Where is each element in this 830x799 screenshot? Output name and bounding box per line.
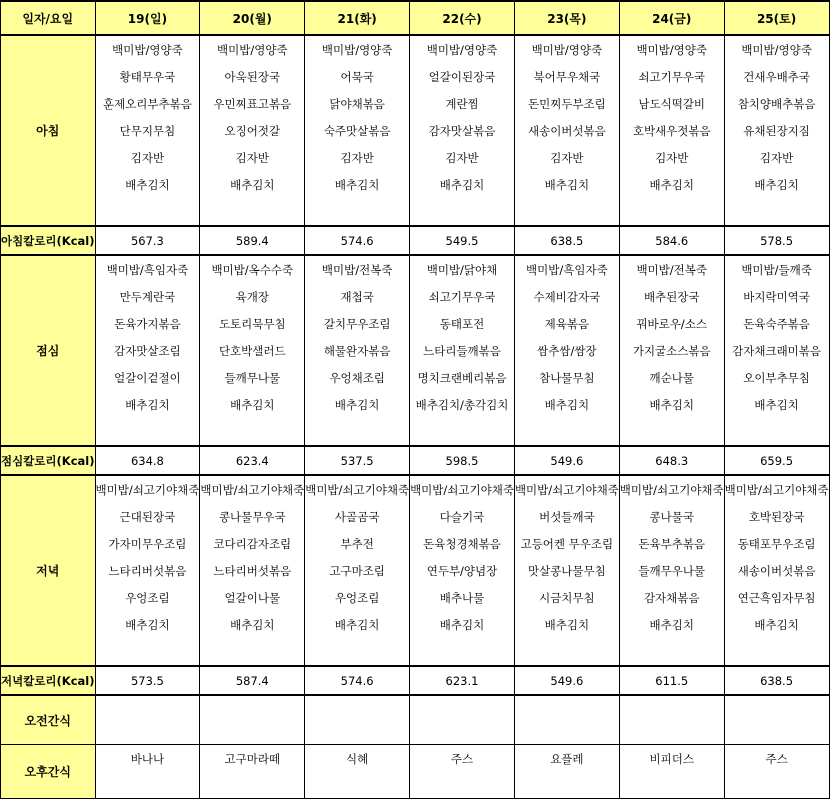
menu-item: 어묵국 bbox=[305, 63, 410, 90]
menu-item: 배추김치 bbox=[724, 171, 829, 198]
menu-item: 수제비감자국 bbox=[514, 283, 619, 310]
dinner-calorie-label: 저녁칼로리(Kcal) bbox=[1, 666, 96, 695]
menu-item: 배추김치 bbox=[95, 611, 200, 638]
menu-item bbox=[305, 418, 410, 446]
menu-item: 배추김치 bbox=[95, 171, 200, 198]
day-header: 25(토) bbox=[724, 1, 829, 35]
empty-cell bbox=[410, 772, 515, 799]
menu-item: 오이부추무침 bbox=[724, 364, 829, 391]
day-header: 22(수) bbox=[410, 1, 515, 35]
menu-item: 백미밥/영양죽 bbox=[305, 35, 410, 63]
menu-item: 돈육숙주볶음 bbox=[724, 310, 829, 337]
menu-item: 동태포전 bbox=[410, 310, 515, 337]
menu-item: 호박된장국 bbox=[724, 503, 829, 530]
menu-item: 백미밥/전복죽 bbox=[305, 255, 410, 283]
day-header: 19(일) bbox=[95, 1, 200, 35]
lunch-label: 점심 bbox=[1, 255, 96, 446]
calorie-value: 659.5 bbox=[724, 446, 829, 475]
lunch-row bbox=[1, 418, 830, 446]
menu-item: 들깨무나물 bbox=[200, 364, 305, 391]
menu-item: 감자맛살조림 bbox=[95, 337, 200, 364]
menu-item bbox=[305, 198, 410, 226]
menu-item: 배추김치 bbox=[410, 171, 515, 198]
breakfast-row bbox=[1, 144, 830, 171]
menu-item: 배추김치 bbox=[619, 611, 724, 638]
menu-item: 김자반 bbox=[200, 144, 305, 171]
snack-item: 주스 bbox=[410, 745, 515, 773]
menu-item: 배추김치 bbox=[305, 391, 410, 418]
menu-item: 우민찌표고볶음 bbox=[200, 90, 305, 117]
menu-item: 백미밥/쇠고기야채죽 bbox=[619, 475, 724, 503]
menu-item: 백미밥/영양죽 bbox=[724, 35, 829, 63]
afternoon-snack-label: 오후간식 bbox=[1, 745, 96, 799]
calorie-value: 549.6 bbox=[514, 666, 619, 695]
menu-item: 훈제오리부추볶음 bbox=[95, 90, 200, 117]
calorie-value: 574.6 bbox=[305, 666, 410, 695]
lunch-row bbox=[1, 310, 830, 337]
menu-item: 부추전 bbox=[305, 530, 410, 557]
menu-item: 배추김치/총각김치 bbox=[410, 391, 515, 418]
snack-item: 주스 bbox=[724, 745, 829, 773]
breakfast-row bbox=[1, 63, 830, 90]
header-corner: 일자/요일 bbox=[1, 1, 96, 35]
menu-item: 배추김치 bbox=[619, 171, 724, 198]
menu-item: 근대된장국 bbox=[95, 503, 200, 530]
menu-item: 백미밥/영양죽 bbox=[619, 35, 724, 63]
dinner-row bbox=[1, 530, 830, 557]
menu-item: 콩나물국 bbox=[619, 503, 724, 530]
snack-item bbox=[724, 695, 829, 745]
snack-item: 식혜 bbox=[305, 745, 410, 773]
calorie-value: 578.5 bbox=[724, 226, 829, 255]
menu-item: 고구마조림 bbox=[305, 557, 410, 584]
menu-item: 백미밥/흑임자죽 bbox=[514, 255, 619, 283]
menu-item: 아욱된장국 bbox=[200, 63, 305, 90]
menu-item: 얼갈이된장국 bbox=[410, 63, 515, 90]
menu-item bbox=[200, 638, 305, 666]
menu-item: 계란찜 bbox=[410, 90, 515, 117]
menu-item: 고등어켄 무우조림 bbox=[514, 530, 619, 557]
menu-item: 배추김치 bbox=[410, 611, 515, 638]
menu-item: 닭야채볶음 bbox=[305, 90, 410, 117]
breakfast-row bbox=[1, 171, 830, 198]
lunch-row bbox=[1, 283, 830, 310]
menu-item bbox=[724, 638, 829, 666]
menu-item bbox=[95, 638, 200, 666]
menu-item bbox=[619, 198, 724, 226]
breakfast-calorie-label: 아침칼로리(Kcal) bbox=[1, 226, 96, 255]
menu-item bbox=[514, 418, 619, 446]
menu-item: 김자반 bbox=[305, 144, 410, 171]
calorie-value: 587.4 bbox=[200, 666, 305, 695]
calorie-value: 567.3 bbox=[95, 226, 200, 255]
menu-item: 김자반 bbox=[619, 144, 724, 171]
menu-item: 백미밥/쇠고기야채죽 bbox=[95, 475, 200, 503]
snack-item bbox=[305, 695, 410, 745]
menu-item: 새송이버섯볶음 bbox=[514, 117, 619, 144]
menu-item: 가자미무우조림 bbox=[95, 530, 200, 557]
menu-item bbox=[410, 418, 515, 446]
menu-item: 백미밥/쇠고기야채죽 bbox=[410, 475, 515, 503]
menu-item: 건새우배추국 bbox=[724, 63, 829, 90]
dinner-calorie-row bbox=[1, 666, 830, 695]
menu-item: 백미밥/들깨죽 bbox=[724, 255, 829, 283]
menu-item bbox=[200, 418, 305, 446]
menu-item bbox=[410, 198, 515, 226]
menu-item: 백미밥/쇠고기야채죽 bbox=[724, 475, 829, 503]
menu-item: 갈치무우조림 bbox=[305, 310, 410, 337]
menu-item: 제육볶음 bbox=[514, 310, 619, 337]
menu-item: 김자반 bbox=[514, 144, 619, 171]
lunch-row bbox=[1, 255, 830, 283]
calorie-value: 634.8 bbox=[95, 446, 200, 475]
menu-item: 쇠고기무우국 bbox=[410, 283, 515, 310]
calorie-value: 549.5 bbox=[410, 226, 515, 255]
lunch-calorie-label: 점심칼로리(Kcal) bbox=[1, 446, 96, 475]
menu-item: 백미밥/흑임자죽 bbox=[95, 255, 200, 283]
calorie-value: 589.4 bbox=[200, 226, 305, 255]
menu-item: 들깨무우나물 bbox=[619, 557, 724, 584]
empty-cell bbox=[619, 772, 724, 799]
menu-item: 배추김치 bbox=[724, 391, 829, 418]
menu-item: 백미밥/닭야채 bbox=[410, 255, 515, 283]
menu-item bbox=[619, 418, 724, 446]
menu-item bbox=[514, 198, 619, 226]
menu-item: 돈육부추볶음 bbox=[619, 530, 724, 557]
snack-item: 비피더스 bbox=[619, 745, 724, 773]
menu-item: 감자채볶음 bbox=[619, 584, 724, 611]
menu-item: 참치양배추볶음 bbox=[724, 90, 829, 117]
menu-item bbox=[619, 638, 724, 666]
menu-item: 남도식떡갈비 bbox=[619, 90, 724, 117]
menu-item: 꿔바로우/소스 bbox=[619, 310, 724, 337]
menu-item: 배추김치 bbox=[305, 611, 410, 638]
dinner-row bbox=[1, 503, 830, 530]
menu-item: 배추김치 bbox=[305, 171, 410, 198]
menu-item bbox=[724, 418, 829, 446]
calorie-value: 623.1 bbox=[410, 666, 515, 695]
calorie-value: 584.6 bbox=[619, 226, 724, 255]
menu-item: 동태포무우조림 bbox=[724, 530, 829, 557]
snack-item bbox=[200, 695, 305, 745]
menu-item: 배추김치 bbox=[514, 171, 619, 198]
morning-snack-row bbox=[1, 695, 830, 745]
menu-item: 쌈추쌈/쌈장 bbox=[514, 337, 619, 364]
menu-item: 단무지무침 bbox=[95, 117, 200, 144]
menu-item: 새송이버섯볶음 bbox=[724, 557, 829, 584]
calorie-value: 623.4 bbox=[200, 446, 305, 475]
dinner-row bbox=[1, 584, 830, 611]
breakfast-row bbox=[1, 90, 830, 117]
menu-item: 백미밥/영양죽 bbox=[514, 35, 619, 63]
menu-item bbox=[305, 638, 410, 666]
menu-item: 황태무우국 bbox=[95, 63, 200, 90]
day-header: 23(목) bbox=[514, 1, 619, 35]
menu-item: 김자반 bbox=[724, 144, 829, 171]
menu-item: 재첩국 bbox=[305, 283, 410, 310]
snack-item bbox=[410, 695, 515, 745]
menu-item: 연두부/양념장 bbox=[410, 557, 515, 584]
menu-item: 백미밥/쇠고기야채죽 bbox=[200, 475, 305, 503]
menu-item: 배추김치 bbox=[724, 611, 829, 638]
menu-item: 김자반 bbox=[410, 144, 515, 171]
calorie-value: 573.5 bbox=[95, 666, 200, 695]
menu-item: 배추김치 bbox=[200, 391, 305, 418]
snack-item: 바나나 bbox=[95, 745, 200, 773]
menu-item: 우엉조림 bbox=[305, 584, 410, 611]
snack-item bbox=[514, 695, 619, 745]
dinner-row bbox=[1, 638, 830, 666]
menu-item bbox=[200, 198, 305, 226]
breakfast-label: 아침 bbox=[1, 35, 96, 226]
menu-item: 배추김치 bbox=[514, 611, 619, 638]
empty-cell bbox=[514, 772, 619, 799]
menu-item: 콩나물무우국 bbox=[200, 503, 305, 530]
empty-cell bbox=[724, 772, 829, 799]
breakfast-row bbox=[1, 198, 830, 226]
snack-item: 요플레 bbox=[514, 745, 619, 773]
menu-item: 느타리버섯볶음 bbox=[95, 557, 200, 584]
breakfast-row bbox=[1, 35, 830, 63]
menu-item: 배추김치 bbox=[619, 391, 724, 418]
menu-item: 느타리들깨볶음 bbox=[410, 337, 515, 364]
menu-item: 쇠고기무우국 bbox=[619, 63, 724, 90]
breakfast-row bbox=[1, 117, 830, 144]
menu-item: 배추김치 bbox=[200, 171, 305, 198]
empty-cell bbox=[305, 772, 410, 799]
lunch-row bbox=[1, 337, 830, 364]
menu-item: 느타리버섯볶음 bbox=[200, 557, 305, 584]
menu-item: 얼갈이겉절이 bbox=[95, 364, 200, 391]
calorie-value: 549.6 bbox=[514, 446, 619, 475]
menu-item: 감자맛살볶음 bbox=[410, 117, 515, 144]
menu-item: 우엉채조림 bbox=[305, 364, 410, 391]
menu-item: 코다리감자조림 bbox=[200, 530, 305, 557]
menu-item: 배추나물 bbox=[410, 584, 515, 611]
calorie-value: 638.5 bbox=[724, 666, 829, 695]
menu-item bbox=[514, 638, 619, 666]
menu-item: 백미밥/영양죽 bbox=[410, 35, 515, 63]
day-header: 20(월) bbox=[200, 1, 305, 35]
menu-item bbox=[95, 198, 200, 226]
dinner-row bbox=[1, 475, 830, 503]
menu-item: 오징어젓갈 bbox=[200, 117, 305, 144]
menu-item: 백미밥/쇠고기야채죽 bbox=[514, 475, 619, 503]
menu-item bbox=[95, 418, 200, 446]
menu-item: 배추김치 bbox=[95, 391, 200, 418]
afternoon-snack-row bbox=[1, 745, 830, 773]
calorie-value: 537.5 bbox=[305, 446, 410, 475]
menu-item: 숙주맛살볶음 bbox=[305, 117, 410, 144]
dinner-row bbox=[1, 557, 830, 584]
menu-item: 유채된장지짐 bbox=[724, 117, 829, 144]
menu-item: 김자반 bbox=[95, 144, 200, 171]
snack-item bbox=[619, 695, 724, 745]
menu-item: 도토리묵무침 bbox=[200, 310, 305, 337]
menu-item: 배추김치 bbox=[514, 391, 619, 418]
menu-item: 배추된장국 bbox=[619, 283, 724, 310]
menu-item bbox=[410, 638, 515, 666]
menu-item: 백미밥/영양죽 bbox=[95, 35, 200, 63]
calorie-value: 638.5 bbox=[514, 226, 619, 255]
lunch-calorie-row bbox=[1, 446, 830, 475]
menu-item: 해물완자볶음 bbox=[305, 337, 410, 364]
lunch-row bbox=[1, 391, 830, 418]
menu-item: 돈육청경채볶음 bbox=[410, 530, 515, 557]
menu-item: 다슬기국 bbox=[410, 503, 515, 530]
menu-item: 가지굴소스볶음 bbox=[619, 337, 724, 364]
calorie-value: 611.5 bbox=[619, 666, 724, 695]
menu-item: 연근흑임자무침 bbox=[724, 584, 829, 611]
morning-snack-label: 오전간식 bbox=[1, 695, 96, 745]
menu-item: 얼갈이나물 bbox=[200, 584, 305, 611]
menu-item: 백미밥/옥수수죽 bbox=[200, 255, 305, 283]
menu-item: 맛살콩나물무침 bbox=[514, 557, 619, 584]
menu-item: 북어무우채국 bbox=[514, 63, 619, 90]
dinner-label: 저녁 bbox=[1, 475, 96, 666]
calorie-value: 648.3 bbox=[619, 446, 724, 475]
menu-item: 시금치무침 bbox=[514, 584, 619, 611]
dinner-row bbox=[1, 611, 830, 638]
menu-item: 돈민찌두부조림 bbox=[514, 90, 619, 117]
afternoon-snack-blank-row bbox=[1, 772, 830, 799]
menu-item: 감자채크래미볶음 bbox=[724, 337, 829, 364]
menu-item: 백미밥/쇠고기야채죽 bbox=[305, 475, 410, 503]
empty-cell bbox=[95, 772, 200, 799]
menu-item: 만두계란국 bbox=[95, 283, 200, 310]
breakfast-calorie-row bbox=[1, 226, 830, 255]
menu-item: 백미밥/전복죽 bbox=[619, 255, 724, 283]
menu-item bbox=[724, 198, 829, 226]
menu-item: 버섯들깨국 bbox=[514, 503, 619, 530]
header-row bbox=[1, 1, 830, 35]
menu-item: 명치크랜베리볶음 bbox=[410, 364, 515, 391]
menu-item: 깨순나물 bbox=[619, 364, 724, 391]
menu-item: 돈육가지볶음 bbox=[95, 310, 200, 337]
snack-item bbox=[95, 695, 200, 745]
menu-item: 백미밥/영양죽 bbox=[200, 35, 305, 63]
calorie-value: 598.5 bbox=[410, 446, 515, 475]
empty-cell bbox=[200, 772, 305, 799]
menu-item: 우엉조림 bbox=[95, 584, 200, 611]
day-header: 24(금) bbox=[619, 1, 724, 35]
calorie-value: 574.6 bbox=[305, 226, 410, 255]
menu-item: 육개장 bbox=[200, 283, 305, 310]
menu-item: 단호박샐러드 bbox=[200, 337, 305, 364]
snack-item: 고구마라떼 bbox=[200, 745, 305, 773]
menu-item: 바지락미역국 bbox=[724, 283, 829, 310]
day-header: 21(화) bbox=[305, 1, 410, 35]
menu-item: 호박새우젓볶음 bbox=[619, 117, 724, 144]
menu-item: 사골곰국 bbox=[305, 503, 410, 530]
menu-item: 참나물무침 bbox=[514, 364, 619, 391]
lunch-row bbox=[1, 364, 830, 391]
menu-item: 배추김치 bbox=[200, 611, 305, 638]
